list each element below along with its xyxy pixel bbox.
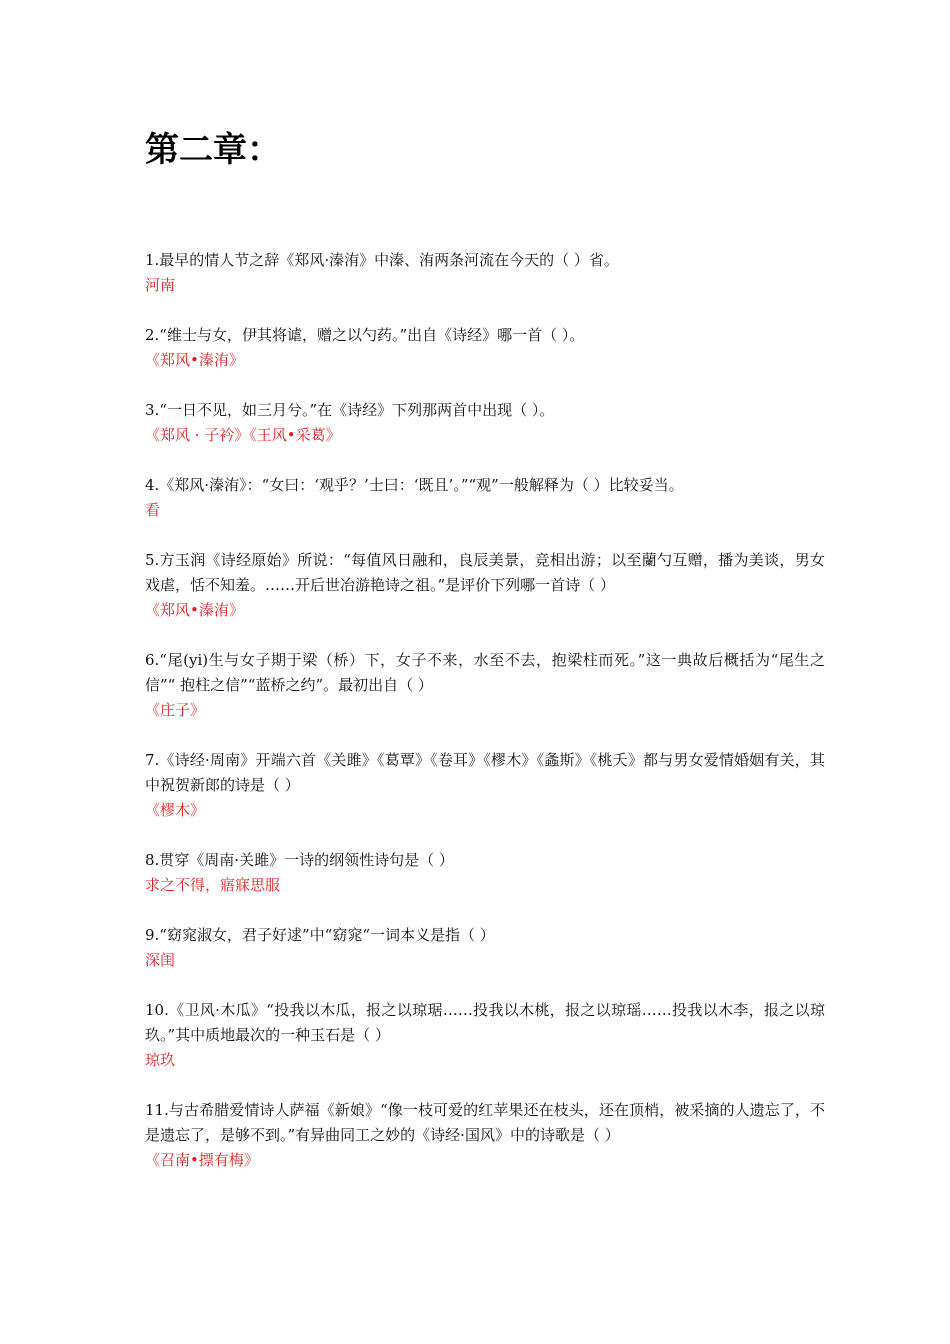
- answer-text: 河南: [145, 276, 176, 294]
- answer-text: 琼玖: [145, 1051, 176, 1069]
- question-text: 11.与古希腊爱情诗人萨福《新娘》“像一枝可爱的红苹果还在枝头，还在顶梢，被采摘的人遗忘了，不是遗忘了，是够不到。”有异曲同工之妙的《诗经·国风》中的诗歌是（ ）: [145, 1101, 825, 1144]
- answer-text: 深闺: [145, 951, 176, 969]
- question-text: 10.《卫风·木瓜》“投我以木瓜，报之以琼琚……投我以木桃，报之以琼瑶……投我以木李，报之以琼玖。”其中质地最次的一种玉石是（ ）: [145, 1001, 825, 1044]
- answer-text: 《郑风•溱洧》: [145, 601, 244, 619]
- question-item: [145, 398, 825, 448]
- answer-text: 《郑风 · 子衿》《王风•采葛》: [145, 426, 341, 444]
- question-item: [145, 248, 825, 298]
- question-list: [145, 248, 825, 1198]
- question-item: [145, 473, 825, 523]
- question-text: 5.方玉润《诗经原始》所说：“每值风日融和，良辰美景，竞相出游；以至蘭勺互赠，播为美谈，男女戏虐，恬不知羞。……开后世冶游艳诗之祖。”是评价下列哪一首诗（ ）: [145, 551, 825, 594]
- question-text: 6.“尾(yi)生与女子期于梁（桥）下，女子不来，水至不去，抱梁柱而死。”这一典故后概括为“尾生之信”“ 抱柱之信”“蓝桥之约”。最初出自（ ）: [145, 651, 825, 694]
- question-text: 1.最早的情人节之辞《郑风·溱洧》中溱、洧两条河流在今天的（ ）省。: [145, 251, 619, 269]
- answer-text: 《郑风•溱洧》: [145, 351, 244, 369]
- question-text: 9.“窈窕淑女，君子好逑”中“窈窕“一词本义是指（ ）: [145, 926, 495, 944]
- answer-text: 《召南•摽有梅》: [145, 1151, 259, 1169]
- question-item: [145, 1098, 825, 1173]
- question-item: [145, 648, 825, 723]
- question-text: 2.“维士与女，伊其将谑，赠之以勺药。”出自《诗经》哪一首（ ）。: [145, 326, 585, 344]
- question-item: [145, 848, 825, 898]
- answer-text: 求之不得，寤寐思服: [145, 876, 281, 894]
- question-text: 4.《郑风·溱洧》：“女曰：‘观乎？’士曰：‘既且’。”“观”一般解释为（ ）比较妥当。: [145, 476, 684, 494]
- question-item: [145, 748, 825, 823]
- answer-text: 看: [145, 501, 161, 519]
- question-text: 7.《诗经·周南》开端六首《关雎》《葛覃》《卷耳》《樛木》《螽斯》《桃夭》都与男女爱情婚姻有关，其中祝贺新郎的诗是（ ）: [145, 751, 825, 794]
- chapter-title: 第二章：: [145, 130, 281, 170]
- question-item: [145, 323, 825, 373]
- question-item: [145, 923, 825, 973]
- question-item: [145, 548, 825, 623]
- answer-text: 《庄子》: [145, 701, 206, 719]
- question-text: 3.“一日不见，如三月兮。”在《诗经》下列那两首中出现（ ）。: [145, 401, 555, 419]
- question-text: 8.贯穿《周南·关雎》一诗的纲领性诗句是（ ）: [145, 851, 454, 869]
- question-item: [145, 998, 825, 1073]
- answer-text: 《樛木》: [145, 801, 206, 819]
